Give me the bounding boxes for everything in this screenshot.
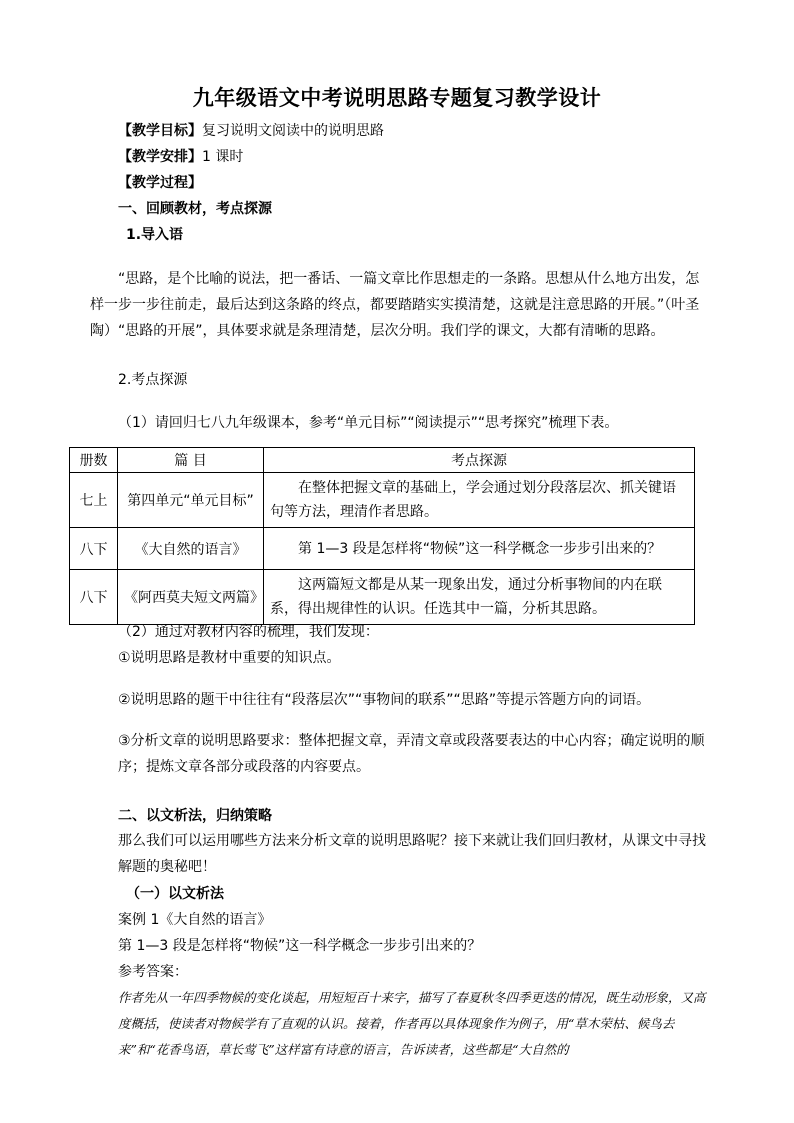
table-row bbox=[70, 570, 695, 625]
case-1-question: 第 1—3 段是怎样将“物候”这一科学概念一步步引出来的？ bbox=[118, 938, 482, 954]
cell-source: 第 1—3 段是怎样将“物候”这一科学概念一步步引出来的？ bbox=[264, 528, 695, 570]
finding-1: ①说明思路是教材中重要的知识点。 bbox=[118, 650, 341, 666]
reference-answer-text: 作者先从一年四季物候的变化谈起，用短短百十来字，描写了春夏秋冬四季更迭的情况，既生动形象，又高度概括，使读者对物候学有了直观的认识。接着，作者再以具体现象作为例子，用“草木荣枯、候鸟去来”和“花香鸟语，草长莺飞”这样富有诗意的语言，告诉读者，这些都是“大自然的 bbox=[118, 990, 706, 1057]
teaching-goal-text: 复习说明文阅读中的说明思路 bbox=[202, 123, 384, 139]
section-1-heading: 一、回顾教材，考点探源 bbox=[118, 201, 272, 217]
cell-source: 在整体把握文章的基础上，学会通过划分段落层次、抓关键语句等方法，理清作者思路。 bbox=[264, 473, 695, 528]
teaching-goal bbox=[118, 121, 384, 141]
header-source: 考点探源 bbox=[264, 448, 695, 473]
case-1-title: 案例 1《大自然的语言》 bbox=[118, 912, 272, 928]
subsection-method-heading: （一）以文析法 bbox=[126, 886, 224, 902]
table-row bbox=[70, 473, 695, 528]
task-1-instruction: （1）请回归七八九年级课本，参考“单元目标”“阅读提示”“思考探究”梳理下表。 bbox=[118, 415, 619, 431]
exam-source-table bbox=[69, 447, 695, 625]
teaching-process-label: 【教学过程】 bbox=[118, 175, 202, 191]
cell-title: 《大自然的语言》 bbox=[118, 528, 264, 570]
cell-title: 第四单元“单元目标” bbox=[118, 473, 264, 528]
cell-book: 八下 bbox=[70, 570, 118, 625]
header-book: 册数 bbox=[70, 448, 118, 473]
task-2-instruction: （2）通过对教材内容的梳理，我们发现： bbox=[118, 624, 379, 640]
finding-3: ③分析文章的说明思路要求：整体把握文章，弄清文章或段落要表达的中心内容；确定说明的顺序；提炼文章各部分或段落的内容要点。 bbox=[118, 733, 705, 775]
intro-paragraph: “思路，是个比喻的说法，把一番话、一篇文章比作思想走的一条路。思想从什么地方出发，怎样一步一步往前走，最后达到这条路的终点，都要踏踏实实摸清楚，这就是注意思路的开展。”（叶圣陶）“思路的开展”，具体要求就是条理清楚，层次分明。我们学的课文，大都有清晰的思路。 bbox=[90, 271, 700, 339]
cell-title: 《阿西莫夫短文两篇》 bbox=[118, 570, 264, 625]
reference-answer-label: 参考答案： bbox=[118, 964, 188, 980]
finding-2: ②说明思路的题干中往往有“段落层次”“事物间的联系”“思路”等提示答题方向的词语。 bbox=[118, 692, 651, 708]
section-2-heading: 二、以文析法，归纳策略 bbox=[118, 808, 272, 824]
teaching-arrangement bbox=[118, 147, 243, 167]
cell-book: 七上 bbox=[70, 473, 118, 528]
header-title: 篇 目 bbox=[118, 448, 264, 473]
table-header-row bbox=[70, 448, 695, 473]
subsection-intro-heading: 1.导入语 bbox=[126, 227, 184, 243]
teaching-arrangement-label: 【教学安排】 bbox=[118, 149, 202, 165]
subsection-source-heading: 2.考点探源 bbox=[118, 372, 188, 388]
section-2-paragraph: 那么我们可以运用哪些方法来分析文章的说明思路呢？接下来就让我们回归教材，从课文中寻找解题的奥秘吧！ bbox=[118, 833, 706, 875]
teaching-arrangement-text: 1 课时 bbox=[202, 149, 244, 165]
cell-source: 这两篇短文都是从某一现象出发，通过分析事物间的内在联系，得出规律性的认识。任选其中一篇，分析其思路。 bbox=[264, 570, 695, 625]
document-title: 九年级语文中考说明思路专题复习教学设计 bbox=[192, 86, 602, 110]
table-row bbox=[70, 528, 695, 570]
teaching-goal-label: 【教学目标】 bbox=[118, 123, 202, 139]
cell-book: 八下 bbox=[70, 528, 118, 570]
